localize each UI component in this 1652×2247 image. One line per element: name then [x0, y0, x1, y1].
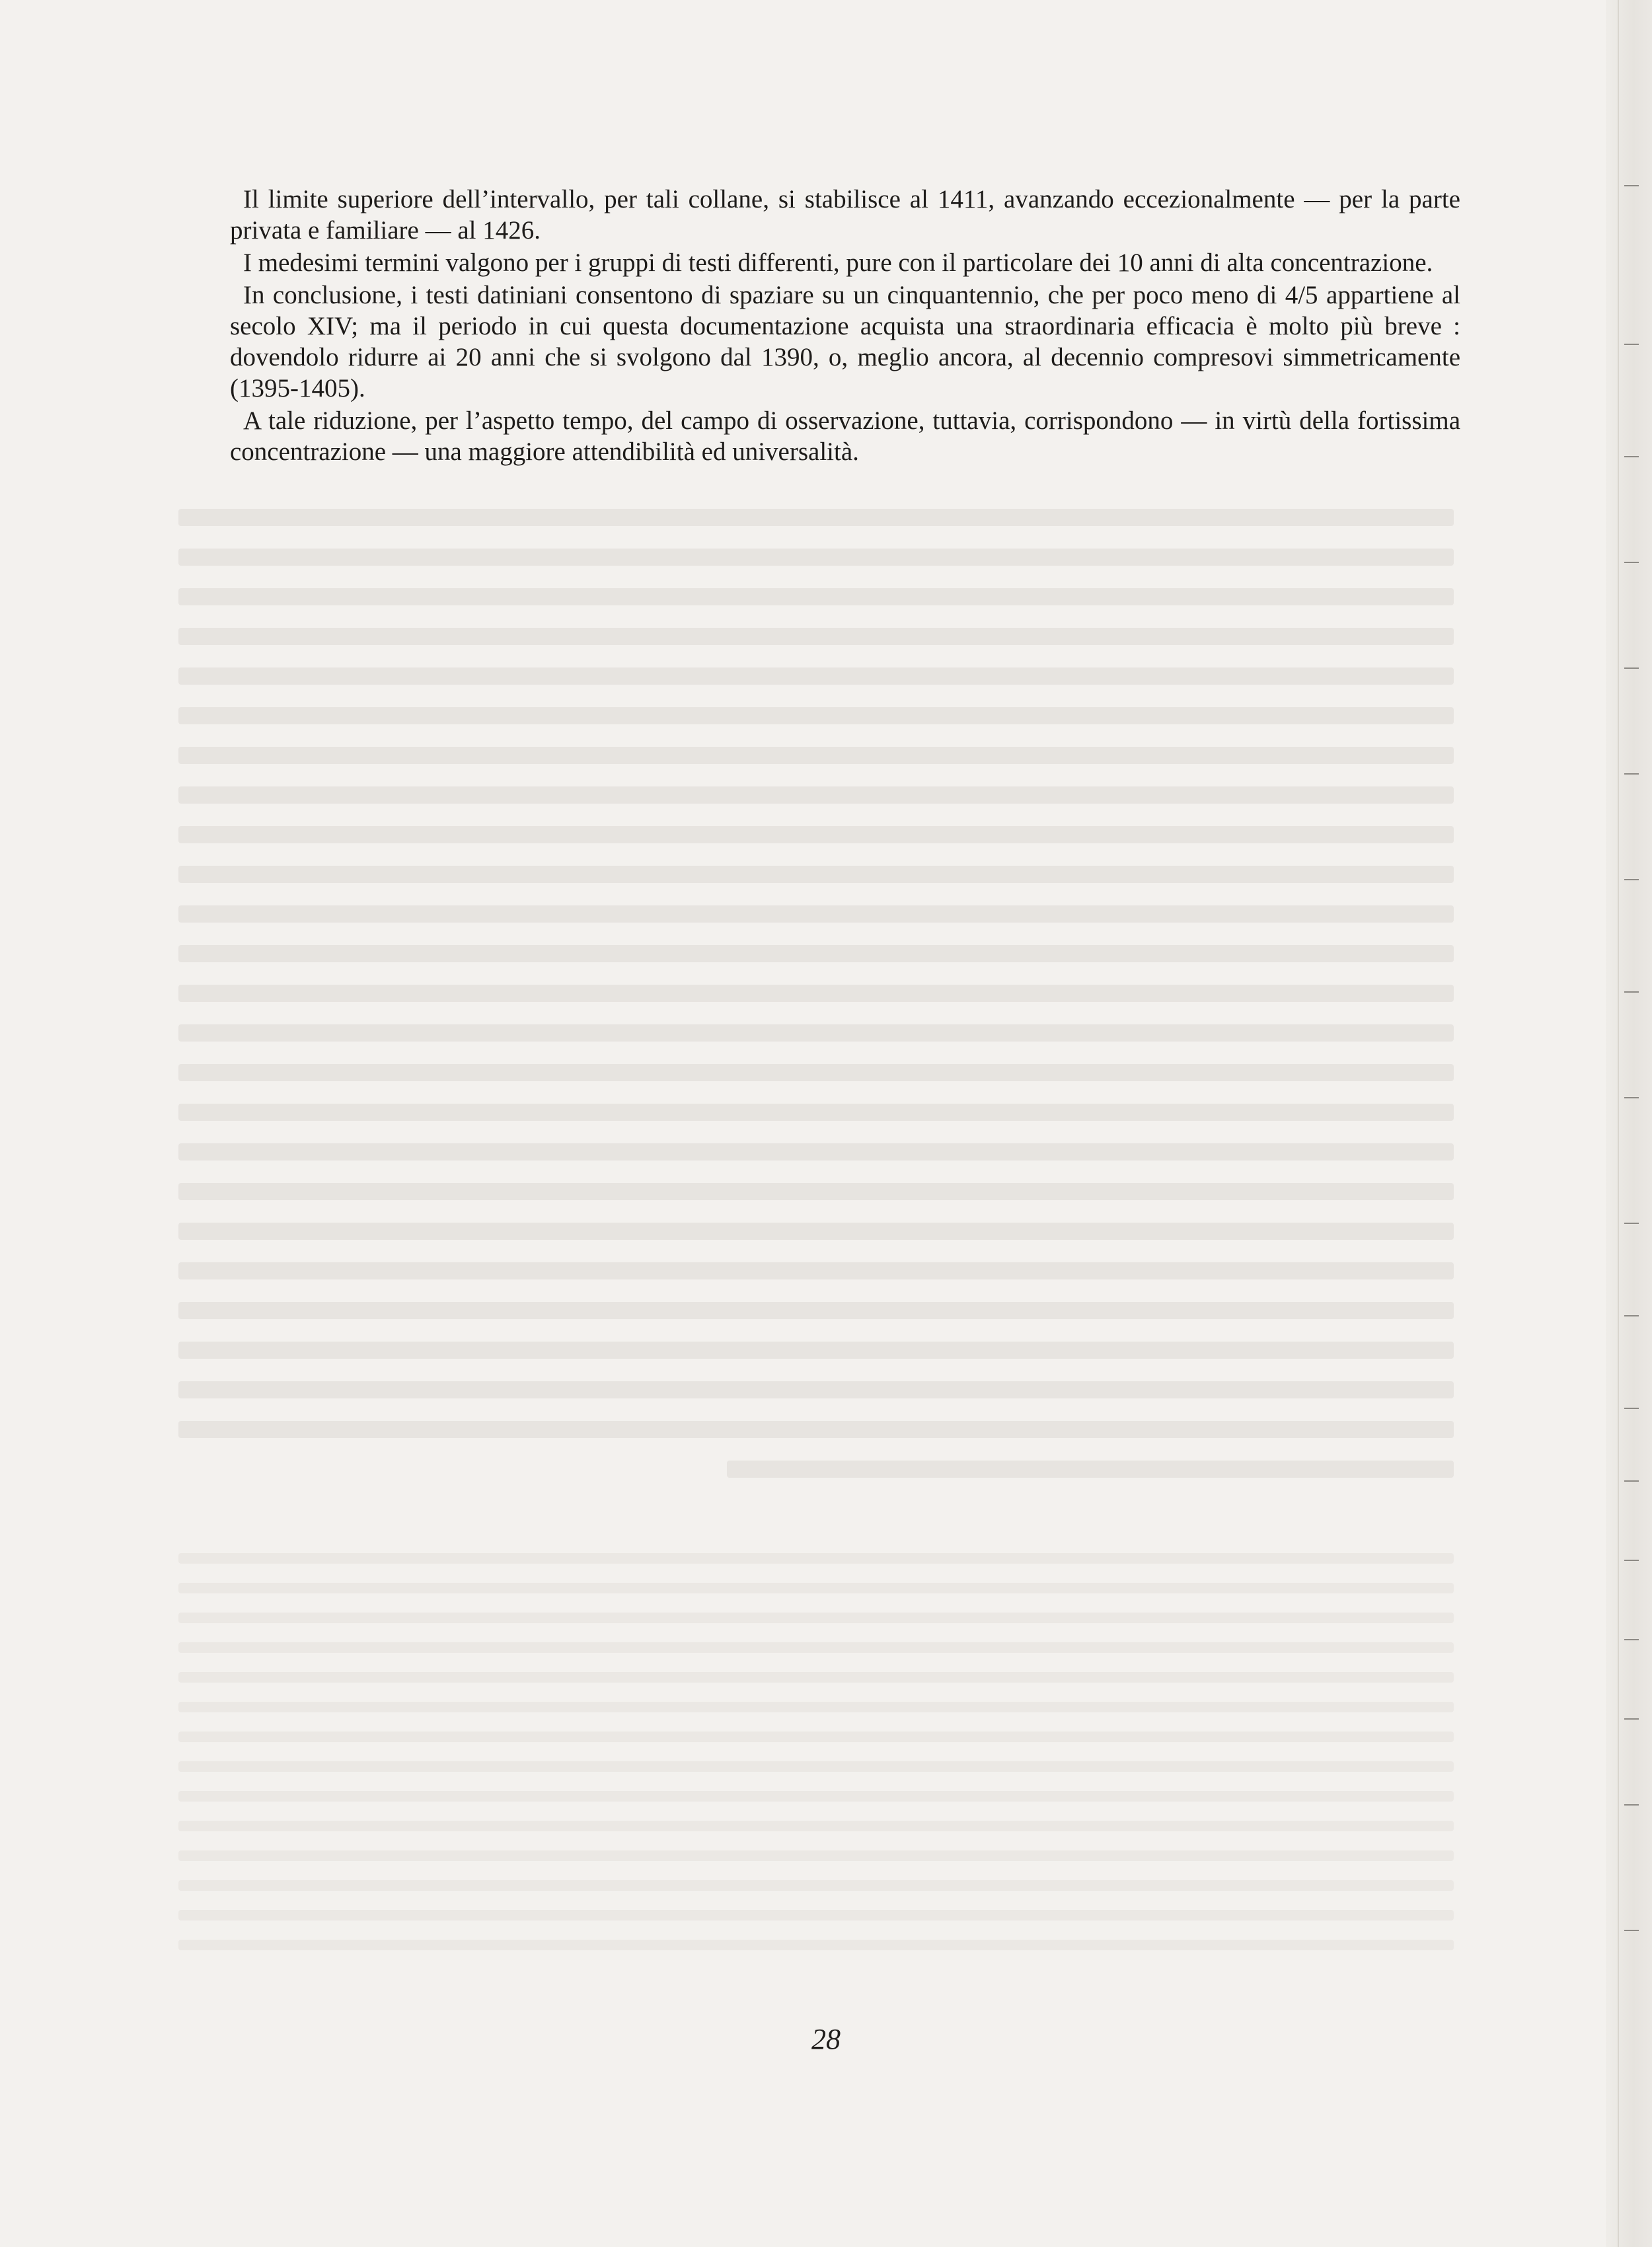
show-through — [178, 1821, 1454, 1831]
show-through — [178, 1024, 1454, 1042]
show-through — [178, 1732, 1454, 1742]
paragraph: A tale riduzione, per l’aspetto tempo, del campo di osservazione, tuttavia, corrispondono — in virtù della fortissima concentrazione — una maggiore attendibilità ed universalità. — [230, 406, 1460, 466]
show-through — [178, 1880, 1454, 1891]
show-through — [178, 866, 1454, 883]
show-through — [178, 549, 1454, 566]
show-through — [178, 945, 1454, 962]
show-through — [178, 1791, 1454, 1802]
margin-tick — [1624, 1718, 1639, 1720]
show-through — [178, 1223, 1454, 1240]
margin-tick — [1624, 1930, 1639, 1931]
show-through — [178, 985, 1454, 1002]
margin-tick — [1624, 344, 1639, 345]
show-through — [178, 826, 1454, 843]
margin-tick — [1624, 1804, 1639, 1806]
show-through — [178, 1940, 1454, 1950]
show-through — [178, 1702, 1454, 1712]
margin-tick — [1624, 1560, 1639, 1561]
show-through — [178, 667, 1454, 685]
show-through — [178, 1672, 1454, 1683]
margin-tick — [1624, 562, 1639, 563]
margin-tick — [1624, 456, 1639, 457]
paragraph: Il limite superiore dell’intervallo, per tali collane, si stabilisce al 1411, avanzando eccezionalmente — per la parte privata e familiare — al 1426. — [230, 185, 1460, 245]
show-through — [178, 786, 1454, 804]
show-through — [178, 1553, 1454, 1564]
margin-tick — [1624, 1639, 1639, 1640]
margin-tick — [1624, 1480, 1639, 1482]
show-through — [178, 1642, 1454, 1653]
show-through — [178, 905, 1454, 923]
show-through — [178, 1910, 1454, 1921]
binding-shadow — [1606, 0, 1652, 2247]
show-through — [178, 588, 1454, 605]
body-text — [230, 184, 1460, 469]
show-through — [178, 1183, 1454, 1200]
margin-tick — [1624, 773, 1639, 775]
margin-tick — [1624, 991, 1639, 993]
margin-tick — [1624, 1223, 1639, 1224]
margin-tick — [1624, 879, 1639, 880]
page-number: 28 — [811, 2023, 841, 2055]
show-through — [178, 1381, 1454, 1398]
show-through — [178, 1613, 1454, 1623]
show-through — [178, 1421, 1454, 1438]
show-through — [178, 1262, 1454, 1279]
show-through — [178, 628, 1454, 645]
show-through — [178, 1583, 1454, 1593]
show-through — [178, 747, 1454, 764]
show-through — [178, 1104, 1454, 1121]
paragraph: In conclusione, i testi datiniani consentono di spaziare su un cinquantennio, che per poco meno di 4/5 appartiene al secolo XIV; ma il periodo in cui questa documentazione acquista una straordinaria efficacia è molto più breve : dovendolo ridurre ai 20 anni che si svolgono dal 1390, o, meglio ancora, al decennio compresovi simmetricamente (1395-1405). — [230, 281, 1460, 402]
margin-tick — [1624, 185, 1639, 186]
show-through — [178, 1064, 1454, 1081]
margin-tick — [1624, 667, 1639, 669]
paragraph: I medesimi termini valgono per i gruppi di testi differenti, pure con il particolare dei 10 anni di alta concentrazione. — [243, 248, 1433, 277]
page-edge — [1618, 0, 1619, 2247]
show-through — [178, 1850, 1454, 1861]
margin-tick — [1624, 1408, 1639, 1409]
show-through — [178, 1143, 1454, 1161]
show-through — [178, 509, 1454, 526]
show-through — [178, 1302, 1454, 1319]
margin-tick — [1624, 1097, 1639, 1098]
show-through — [178, 1342, 1454, 1359]
margin-tick — [1624, 1315, 1639, 1316]
show-through — [178, 707, 1454, 724]
show-through — [178, 1761, 1454, 1772]
show-through — [727, 1461, 1454, 1478]
